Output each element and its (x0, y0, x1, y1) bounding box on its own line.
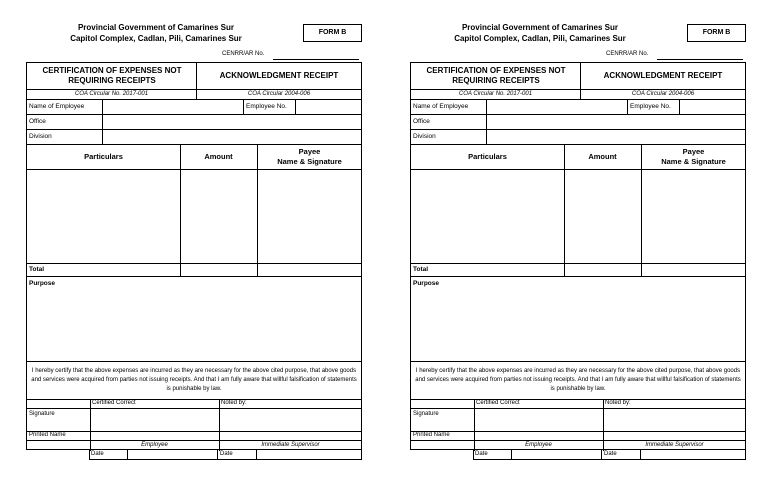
signature-label: Signature (29, 411, 55, 417)
particulars-header: Particulars (84, 152, 123, 161)
cenrr-label: CENRR/AR No. (606, 51, 649, 57)
supervisor-date-label: Date (220, 451, 233, 457)
title-acknowledgment: ACKNOWLEDGMENT RECEIPT (603, 71, 723, 80)
certified-correct-label: Certified Correct (476, 400, 520, 406)
circular-row (411, 90, 745, 100)
payee-header-line1: Payee (682, 147, 705, 156)
circular-right: COA Circular 2004-006 (631, 91, 695, 97)
certified-correct-label: Certified Correct (92, 400, 136, 406)
printed-name-row[interactable] (27, 432, 361, 441)
certification-row (411, 362, 745, 400)
particulars-header: Particulars (468, 152, 507, 161)
cenrr-input-line[interactable] (273, 59, 359, 60)
sign-header-row (27, 400, 361, 409)
employee-no-label: Employee No. (630, 103, 671, 110)
circular-right: COA Circular 2004-006 (247, 91, 311, 97)
office-label: Office (29, 118, 46, 125)
date-row (26, 450, 362, 460)
payee-header-line2: Name & Signature (277, 157, 342, 166)
total-label: Total (29, 266, 45, 273)
header-line-1: Provincial Government of Camarines Sur (77, 23, 235, 32)
employee-date-label: Date (475, 451, 488, 457)
printed-name-label: Printed Name (29, 432, 66, 438)
division-row (27, 130, 361, 145)
payee-header-line1: Payee (298, 147, 321, 156)
certification-row (27, 362, 361, 400)
supervisor-date-label: Date (604, 451, 617, 457)
purpose-row[interactable] (411, 277, 745, 362)
title-certification: CERTIFICATION OF EXPENSES NOT REQUIRING RECEIPTS (42, 66, 182, 85)
title-row (411, 63, 745, 90)
form-grid (410, 62, 746, 450)
total-row (27, 264, 361, 277)
payee-header-line2: Name & Signature (661, 157, 726, 166)
employee-row (27, 100, 361, 115)
header-line-2: Capitol Complex, Cadlan, Pili, Camarines Sur (454, 34, 626, 43)
particulars-body[interactable] (27, 170, 361, 264)
particulars-body[interactable] (411, 170, 745, 264)
office-row (411, 115, 745, 130)
signature-label: Signature (413, 411, 439, 417)
form-b-right (410, 0, 746, 503)
form-code-box: FORM B (303, 24, 362, 42)
employee-no-label: Employee No. (246, 103, 287, 110)
employee-date-label: Date (91, 451, 104, 457)
purpose-label: Purpose (413, 280, 440, 287)
printed-name-row[interactable] (411, 432, 745, 441)
amount-header: Amount (588, 152, 617, 161)
header-line-1: Provincial Government of Camarines Sur (461, 23, 619, 32)
name-of-employee-label: Name of Employee (29, 103, 85, 110)
circular-row (27, 90, 361, 100)
signature-row[interactable] (27, 409, 361, 432)
name-of-employee-label: Name of Employee (413, 103, 469, 110)
date-row (410, 450, 746, 460)
amount-header: Amount (204, 152, 233, 161)
title-certification: CERTIFICATION OF EXPENSES NOT REQUIRING RECEIPTS (426, 66, 566, 85)
total-row (411, 264, 745, 277)
column-header-row (27, 145, 361, 170)
circular-left: COA Circular No. 2017-001 (74, 91, 149, 97)
employee-row (411, 100, 745, 115)
cenrr-input-line[interactable] (657, 59, 743, 60)
division-label: Division (29, 133, 52, 140)
circular-left: COA Circular No. 2017-001 (458, 91, 533, 97)
form-grid (26, 62, 362, 450)
office-row (27, 115, 361, 130)
printed-name-label: Printed Name (413, 432, 450, 438)
signature-row[interactable] (411, 409, 745, 432)
cenrr-label: CENRR/AR No. (222, 51, 265, 57)
division-label: Division (413, 133, 436, 140)
noted-by-label: Noted by: (605, 400, 631, 406)
column-header-row (411, 145, 745, 170)
division-row (411, 130, 745, 145)
employee-role-label: Employee (141, 442, 168, 448)
employee-role-label: Employee (525, 442, 552, 448)
purpose-label: Purpose (29, 280, 56, 287)
certification-text: I hereby certify that the above expenses are incurred as they are necessary for the above cited purpose, that above goods and services were acquired from parties not issuing receipts. And that I am fully aware that willful falsification of statements is punishable by law. (31, 368, 357, 392)
form-code-box: FORM B (687, 24, 746, 42)
noted-by-label: Noted by: (221, 400, 247, 406)
supervisor-role-label: Immediate Supervisor (261, 442, 320, 448)
office-label: Office (413, 118, 430, 125)
purpose-row[interactable] (27, 277, 361, 362)
total-label: Total (413, 266, 429, 273)
certification-text: I hereby certify that the above expenses are incurred as they are necessary for the above cited purpose, that above goods and services were acquired from parties not issuing receipts. And that I am fully aware that willful falsification of statements is punishable by law. (415, 368, 741, 392)
header-line-2: Capitol Complex, Cadlan, Pili, Camarines Sur (70, 34, 242, 43)
title-acknowledgment: ACKNOWLEDGMENT RECEIPT (219, 71, 339, 80)
supervisor-role-label: Immediate Supervisor (645, 442, 704, 448)
title-row (27, 63, 361, 90)
form-b-left (26, 0, 362, 503)
sign-header-row (411, 400, 745, 409)
